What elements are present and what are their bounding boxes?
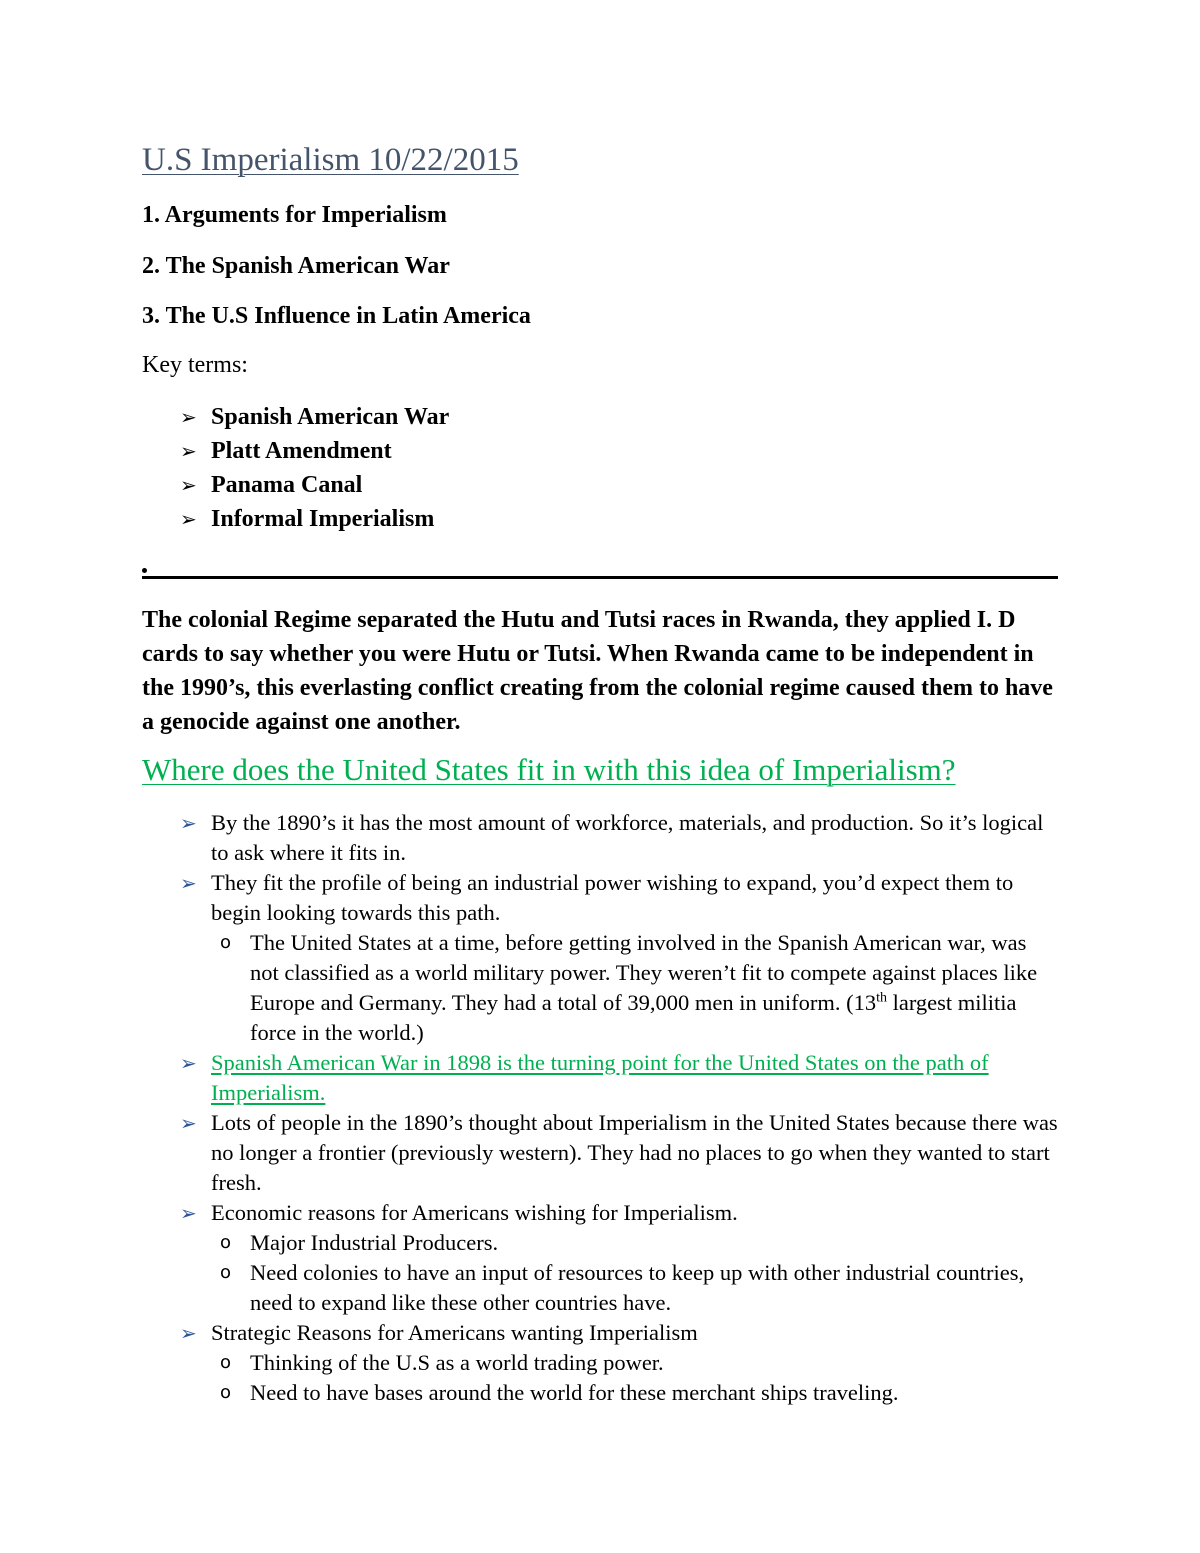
page-title: U.S Imperialism 10/22/2015 (142, 142, 519, 178)
key-term-item: ➢ Spanish American War (180, 400, 449, 434)
key-term-item: ➢ Informal Imperialism (180, 502, 449, 536)
arrow-bullet-icon: ➢ (180, 871, 197, 895)
turning-point-link[interactable]: Spanish American War in 1898 is the turning point for the United States on the path of Imperialism. (211, 1050, 989, 1105)
arrow-bullet-icon: ➢ (180, 1321, 197, 1345)
list-item: ➢ Lots of people in the 1890’s thought about Imperialism in the United States because there was no longer a frontier (previously western). They had no places to go when they wanted to start fresh. (180, 1110, 1058, 1195)
horizontal-divider (142, 576, 1058, 579)
sub-list-item: o The United States at a time, before getting involved in the Spanish American war, was not classified as a world military power. They weren’t fit to compete against places like Europe and Germany. They had a total of 39,000 men in uniform. (13th largest militia force in the world.) (220, 930, 1038, 1045)
arrow-bullet-icon: ➢ (180, 811, 197, 835)
key-terms-label: Key terms: (142, 352, 248, 378)
sub-list-item: o Thinking of the U.S as a world trading power. (180, 1348, 1060, 1378)
outline-item-3: 3. The U.S Influence in Latin America (142, 303, 531, 329)
arrow-bullet-icon: ➢ (180, 1111, 197, 1135)
sub-list-item: o Need colonies to have an input of resources to keep up with other industrial countries, need to expand like these other countries have. (220, 1260, 1025, 1315)
outline-item-2: 2. The Spanish American War (142, 253, 450, 279)
circle-bullet-icon: o (220, 1382, 232, 1403)
key-term-item: ➢ Platt Amendment (180, 434, 449, 468)
section-heading: Where does the United States fit in with this idea of Imperialism? (142, 752, 956, 787)
paragraph-mark (142, 568, 147, 573)
arrow-bullet-icon: ➢ (180, 439, 197, 463)
sub-list-item: o Major Industrial Producers. (180, 1228, 1060, 1258)
sub-list-item: o Need to have bases around the world for these merchant ships traveling. (180, 1378, 1060, 1408)
circle-bullet-icon: o (220, 1262, 232, 1283)
key-term-item: ➢ Panama Canal (180, 468, 449, 502)
notes-bullet-list (180, 808, 1060, 1408)
arrow-bullet-icon: ➢ (180, 1051, 197, 1075)
arrow-bullet-icon: ➢ (180, 1201, 197, 1225)
list-item: ➢ By the 1890’s it has the most amount of workforce, materials, and production. So it’s logical to ask where it fits in. (180, 810, 1044, 865)
circle-bullet-icon: o (220, 932, 232, 953)
list-item: ➢ Strategic Reasons for Americans wanting Imperialism o Thinking of the U.S as a world trading power. o Need to have bases around the world for these merchant ships traveling. (180, 1318, 1060, 1408)
circle-bullet-icon: o (220, 1232, 232, 1253)
circle-bullet-icon: o (220, 1352, 232, 1373)
list-item: ➢ Economic reasons for Americans wishing for Imperialism. o Major Industrial Producers. o Need colonies to have an input of resources to keep up with other industrial countries, need to expand like these other countries have. (180, 1198, 1060, 1318)
arrow-bullet-icon: ➢ (180, 473, 197, 497)
sub-list (211, 928, 1060, 1048)
list-item: ➢ They fit the profile of being an industrial power wishing to expand, you’d expect them to begin looking towards this path. o The United States at a time, before getting involved in the Spanish American war, was not classified as a world military power. They weren’t fit to compete against places like Europe and Germany. They had a total of 39,000 men in uniform. (13th largest militia force in the world.) (180, 868, 1060, 1048)
key-terms-list (180, 400, 449, 536)
rwanda-paragraph: The colonial Regime separated the Hutu and Tutsi races in Rwanda, they applied I. D cards to say whether you were Hutu or Tutsi. When Rwanda came to be independent in the 1990’s, this everlasting conflict creating from the colonial regime caused them to have a genocide against one another. (142, 607, 1053, 735)
outline-item-1: 1. Arguments for Imperialism (142, 202, 447, 228)
sub-list (211, 1228, 1060, 1318)
arrow-bullet-icon: ➢ (180, 507, 197, 531)
arrow-bullet-icon: ➢ (180, 405, 197, 429)
list-item (180, 1048, 1060, 1108)
sub-list (211, 1348, 1060, 1408)
